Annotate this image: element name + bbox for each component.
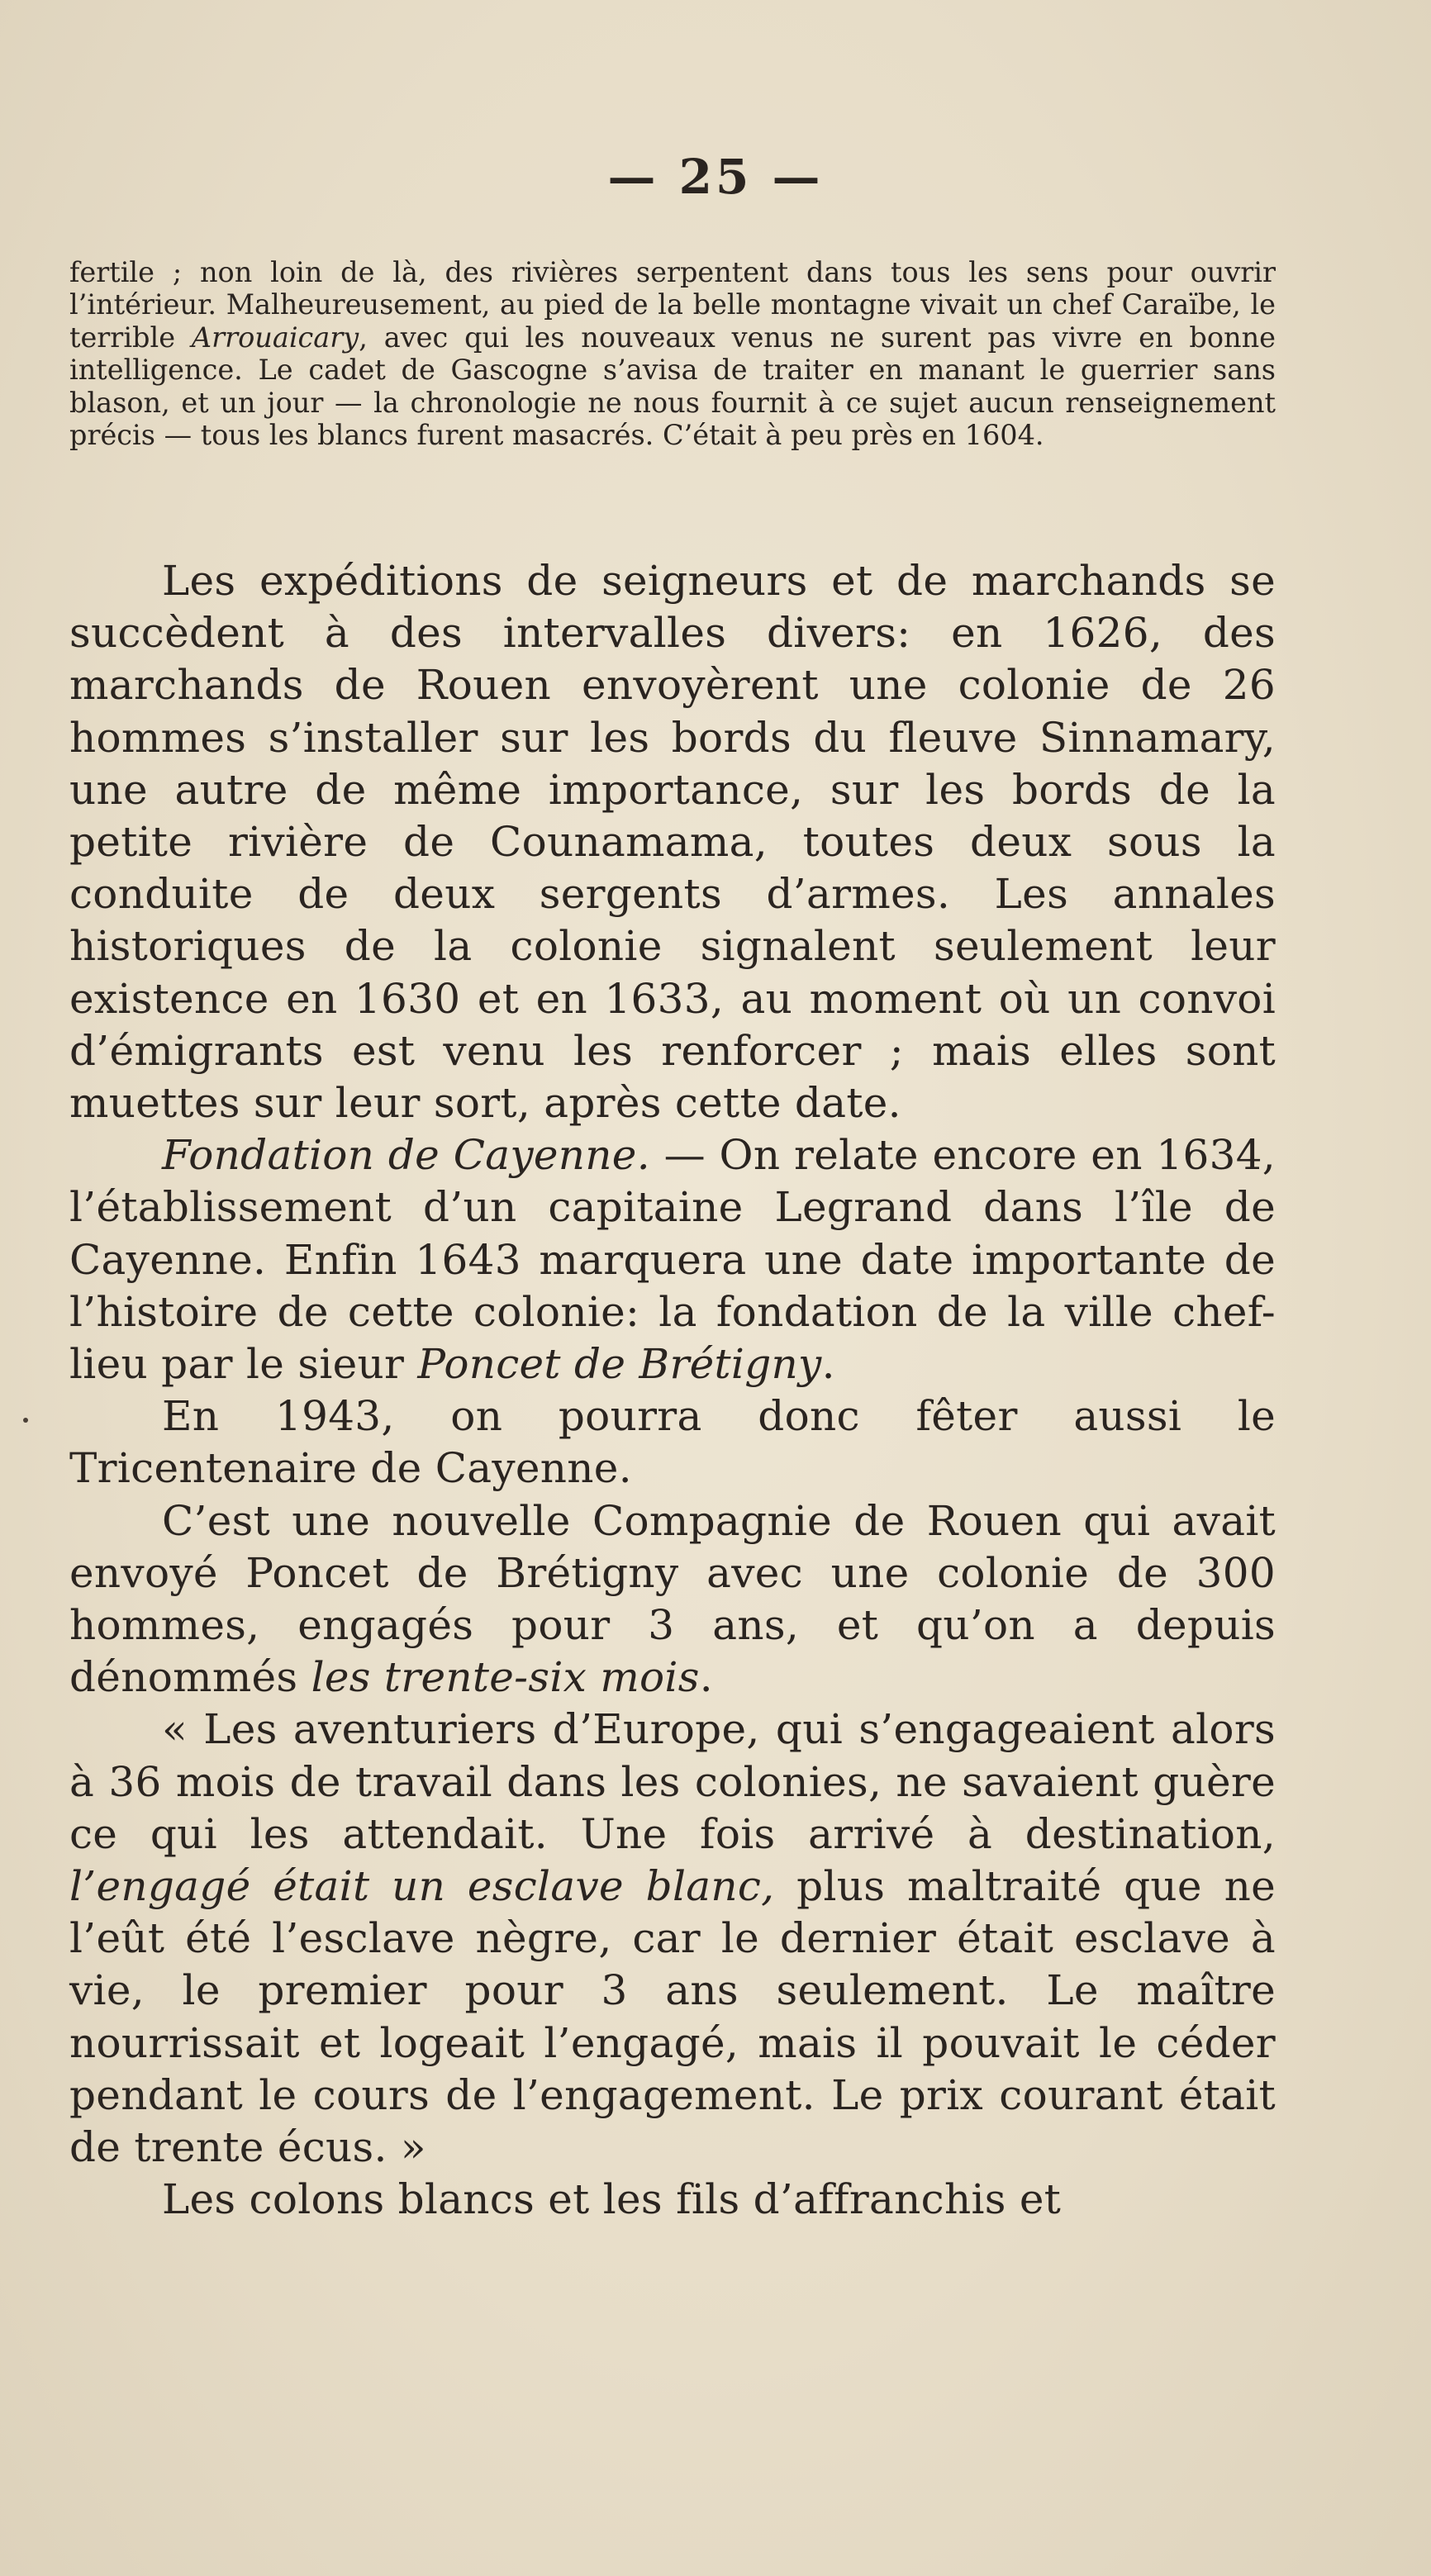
founder-name: Poncet de Brétigny bbox=[417, 1340, 822, 1389]
paragraph-colons: Les colons blancs et les fils d’affranchis et bbox=[162, 2175, 1062, 2224]
paragraph-tricentenaire: En 1943, on pourra donc fêter aussi le Tricentenaire de Cayenne. bbox=[69, 1392, 1276, 1493]
trente-six-mois: les trente-six mois bbox=[311, 1653, 700, 1702]
engage-esclave-blanc: l’engagé était un esclave blanc, bbox=[69, 1862, 775, 1911]
section-heading-fondation: Fondation de Cayenne. bbox=[162, 1131, 650, 1180]
paragraph-fondation: Fondation de Cayenne. — On relate encore en 1634, l’établissement d’un capitaine Legrand dans l’île de Cayenne. Enfin 1643 marquera une date importante de l’histoire de cette colonie: la fondation de la ville chef-lieu par le sieur Poncet de Brétigny. bbox=[69, 1131, 1276, 1389]
paragraph-expeditions: Les expéditions de seigneurs et de marchands se succèdent à des intervalles divers: en 1626, des marchands de Rouen envoyèrent une colonie de 26 hommes s’installer sur les bords du fleuve Sinnamary, une autre de même importance, sur les bords de la petite rivière de Counamama, toutes deux sous la conduite de deux sergents d’armes. Les annales historiques de la colonie signalent seulement leur existence en 1630 et en 1633, au moment où un convoi d’émigrants est venu les renforcer ; mais elles sont muettes sur leur sort, après cette date. bbox=[69, 557, 1276, 1128]
small-print-paragraph bbox=[69, 256, 1276, 451]
small-paragraph-text: fertile ; non loin de là, des rivières serpentent dans tous les sens pour ouvrir l’intérieur. Malheureusement, au pied de la belle montagne vivait un chef Caraïbe, le terrible Arrouaicary, avec qui les nouveaux venus ne surent pas vivre en bonne intelligence. Le cadet de Gascogne s’avisa de traiter en manant le guerrier sans blason, et un jour — la chronologie ne nous fournit à ce sujet aucun renseignement précis — tous les blancs furent masacrés. C’était à peu près en 1604. bbox=[69, 256, 1276, 452]
margin-dot bbox=[23, 1418, 28, 1423]
page-number: — 25 — bbox=[607, 149, 824, 205]
paragraph-aventuriers: « Les aventuriers d’Europe, qui s’engageaient alors à 36 mois de travail dans les colonies, ne savaient guère ce qui les attendait. Une fois arrivé à destination, l’engagé était un esclave blanc, plus maltraité que ne l’eût été l’esclave nègre, car le dernier était esclave à vie, le premier pour 3 ans seulement. Le maître nourrissait et logeait l’engagé, mais il pouvait le céder pendant le cours de l’engagement. Le prix courant était de trente écus. » bbox=[69, 1705, 1276, 2172]
paragraph-compagnie: C’est une nouvelle Compagnie de Rouen qui avait envoyé Poncet de Brétigny avec une colonie de 300 hommes, engagés pour 3 ans, et qu’on a depuis dénommés les trente-six mois. bbox=[69, 1496, 1276, 1702]
chief-name: Arrouaicary bbox=[191, 321, 359, 354]
main-text bbox=[69, 555, 1276, 2227]
